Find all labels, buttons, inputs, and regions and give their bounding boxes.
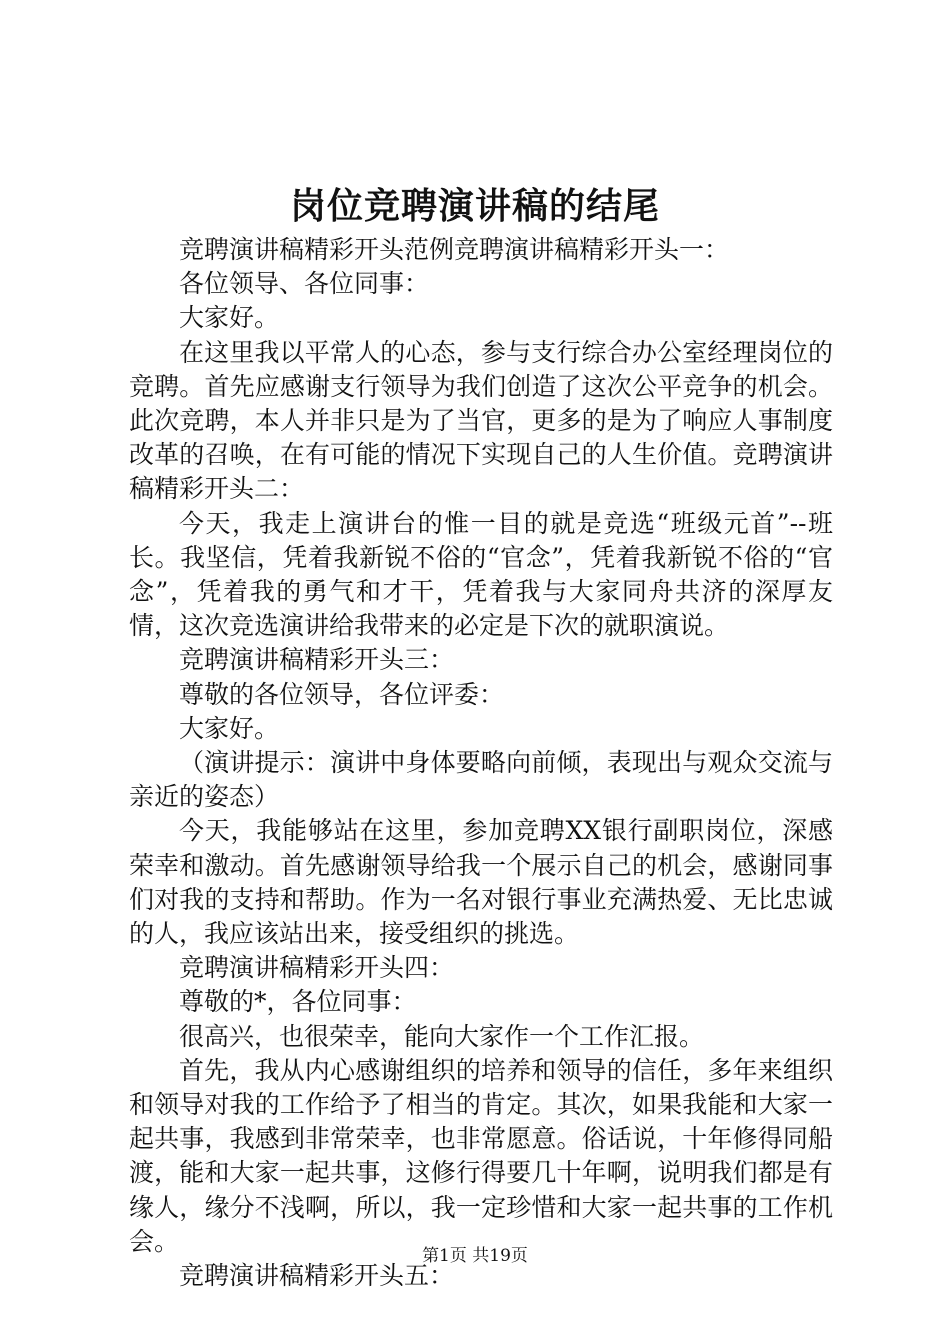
paragraph: 竞聘演讲稿精彩开头范例竞聘演讲稿精彩开头一： xyxy=(179,235,730,264)
page-number-footer: 第1页 共19页 xyxy=(422,1246,528,1266)
document-body xyxy=(129,233,833,1293)
document-title: 岗位竞聘演讲稿的结尾 xyxy=(289,186,660,227)
paragraph: 很高兴，也很荣幸，能向大家作一个工作汇报。 xyxy=(179,1021,705,1051)
paragraph: 尊敬的各位领导，各位评委： xyxy=(179,679,505,709)
paragraph: 各位领导、各位同事： xyxy=(179,269,430,299)
paragraph: 竞聘演讲稿精彩开头三： xyxy=(179,645,455,675)
paragraph: 在这里我以平常人的心态，参与支行综合办公室经理岗位的竞聘。首先应感谢支行领导为我们创造了这次公平竞争的机会。此次竞聘，本人并非只是为了当官，更多的是为了响应人事制度改革的召唤，在有可能的情况下实现自己的人生价值。竞聘演讲稿精彩开头二： xyxy=(129,337,833,504)
paragraph: 竞聘演讲稿精彩开头五： xyxy=(179,1261,455,1291)
paragraph: 今天，我能够站在这里，参加竞聘XX银行副职岗位，深感荣幸和激动。首先感谢领导给我一个展示自己的机会，感谢同事们对我的支持和帮助。作为一名对银行事业充满热爱、无比忠诚的人，我应该站出来，接受组织的挑选。 xyxy=(129,816,833,949)
paragraph: 首先，我从内心感谢组织的培养和领导的信任，多年来组织和领导对我的工作给予了相当的肯定。其次，如果我能和大家一起共事，我感到非常荣幸，也非常愿意。俗话说，十年修得同船渡，能和大家一起共事，这修行得要几十年啊，说明我们都是有缘人，缘分不浅啊，所以，我一定珍惜和大家一起共事的工作机会。 xyxy=(129,1055,833,1256)
paragraph: 竞聘演讲稿精彩开头四： xyxy=(179,953,455,983)
paragraph: 大家好。 xyxy=(179,303,280,333)
paragraph: 今天，我走上演讲台的惟一目的就是竞选“班级元首”--班长。我坚信，凭着我新锐不俗的“官念”，凭着我新锐不俗的“官念”，凭着我的勇气和才干，凭着我与大家同舟共济的深厚友情，这次竞选演讲给我带来的必定是下次的就职演说。 xyxy=(129,508,833,641)
paragraph: 大家好。 xyxy=(179,713,280,743)
paragraph: （演讲提示：演讲中身体要略向前倾，表现出与观众交流与亲近的姿态） xyxy=(129,748,833,812)
paragraph: 尊敬的*，各位同事： xyxy=(179,987,417,1017)
